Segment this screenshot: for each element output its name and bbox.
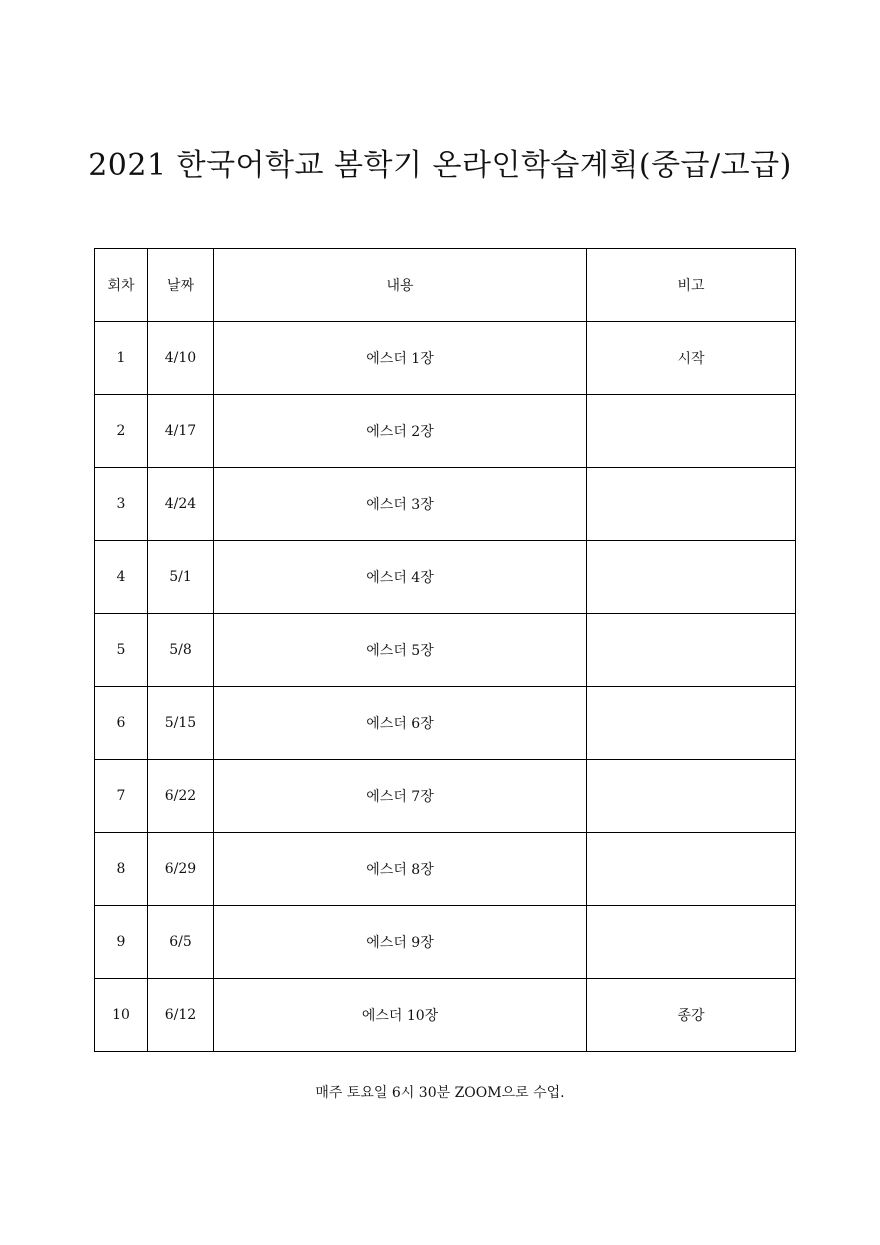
cell-content: 에스더 8장 <box>214 833 587 906</box>
table-row <box>95 833 796 906</box>
cell-date: 4/10 <box>148 322 214 395</box>
cell-content: 에스더 9장 <box>214 906 587 979</box>
cell-session: 2 <box>95 395 148 468</box>
cell-content: 에스더 6장 <box>214 687 587 760</box>
header-content: 내용 <box>214 249 587 322</box>
cell-content: 에스더 7장 <box>214 760 587 833</box>
cell-note <box>587 687 796 760</box>
cell-content: 에스더 4장 <box>214 541 587 614</box>
cell-note <box>587 906 796 979</box>
cell-note: 종강 <box>587 979 796 1052</box>
cell-date: 6/29 <box>148 833 214 906</box>
cell-date: 4/24 <box>148 468 214 541</box>
cell-note <box>587 760 796 833</box>
header-note: 비고 <box>587 249 796 322</box>
cell-session: 8 <box>95 833 148 906</box>
header-date: 날짜 <box>148 249 214 322</box>
cell-note <box>587 614 796 687</box>
cell-content: 에스더 1장 <box>214 322 587 395</box>
table-row <box>95 395 796 468</box>
cell-note <box>587 468 796 541</box>
cell-note: 시작 <box>587 322 796 395</box>
cell-date: 5/8 <box>148 614 214 687</box>
cell-content: 에스더 5장 <box>214 614 587 687</box>
cell-session: 5 <box>95 614 148 687</box>
cell-date: 5/15 <box>148 687 214 760</box>
table-row <box>95 322 796 395</box>
table-row <box>95 468 796 541</box>
cell-date: 4/17 <box>148 395 214 468</box>
cell-session: 10 <box>95 979 148 1052</box>
cell-content: 에스더 2장 <box>214 395 587 468</box>
table-row <box>95 614 796 687</box>
cell-date: 6/12 <box>148 979 214 1052</box>
table-header-row <box>95 249 796 322</box>
table-row <box>95 687 796 760</box>
schedule-table <box>94 248 796 1052</box>
cell-session: 7 <box>95 760 148 833</box>
cell-session: 3 <box>95 468 148 541</box>
cell-note <box>587 833 796 906</box>
header-session: 회차 <box>95 249 148 322</box>
cell-session: 9 <box>95 906 148 979</box>
table-row <box>95 979 796 1052</box>
cell-date: 5/1 <box>148 541 214 614</box>
cell-date: 6/5 <box>148 906 214 979</box>
cell-session: 1 <box>95 322 148 395</box>
cell-date: 6/22 <box>148 760 214 833</box>
cell-session: 4 <box>95 541 148 614</box>
table-row <box>95 760 796 833</box>
cell-note <box>587 541 796 614</box>
cell-content: 에스더 3장 <box>214 468 587 541</box>
table-row <box>95 906 796 979</box>
footer-note: 매주 토요일 6시 30분 ZOOM으로 수업. <box>315 1085 565 1101</box>
cell-session: 6 <box>95 687 148 760</box>
table-row <box>95 541 796 614</box>
page-title: 2021 한국어학교 봄학기 온라인학습계획(중급/고급) <box>88 148 792 183</box>
cell-note <box>587 395 796 468</box>
cell-content: 에스더 10장 <box>214 979 587 1052</box>
